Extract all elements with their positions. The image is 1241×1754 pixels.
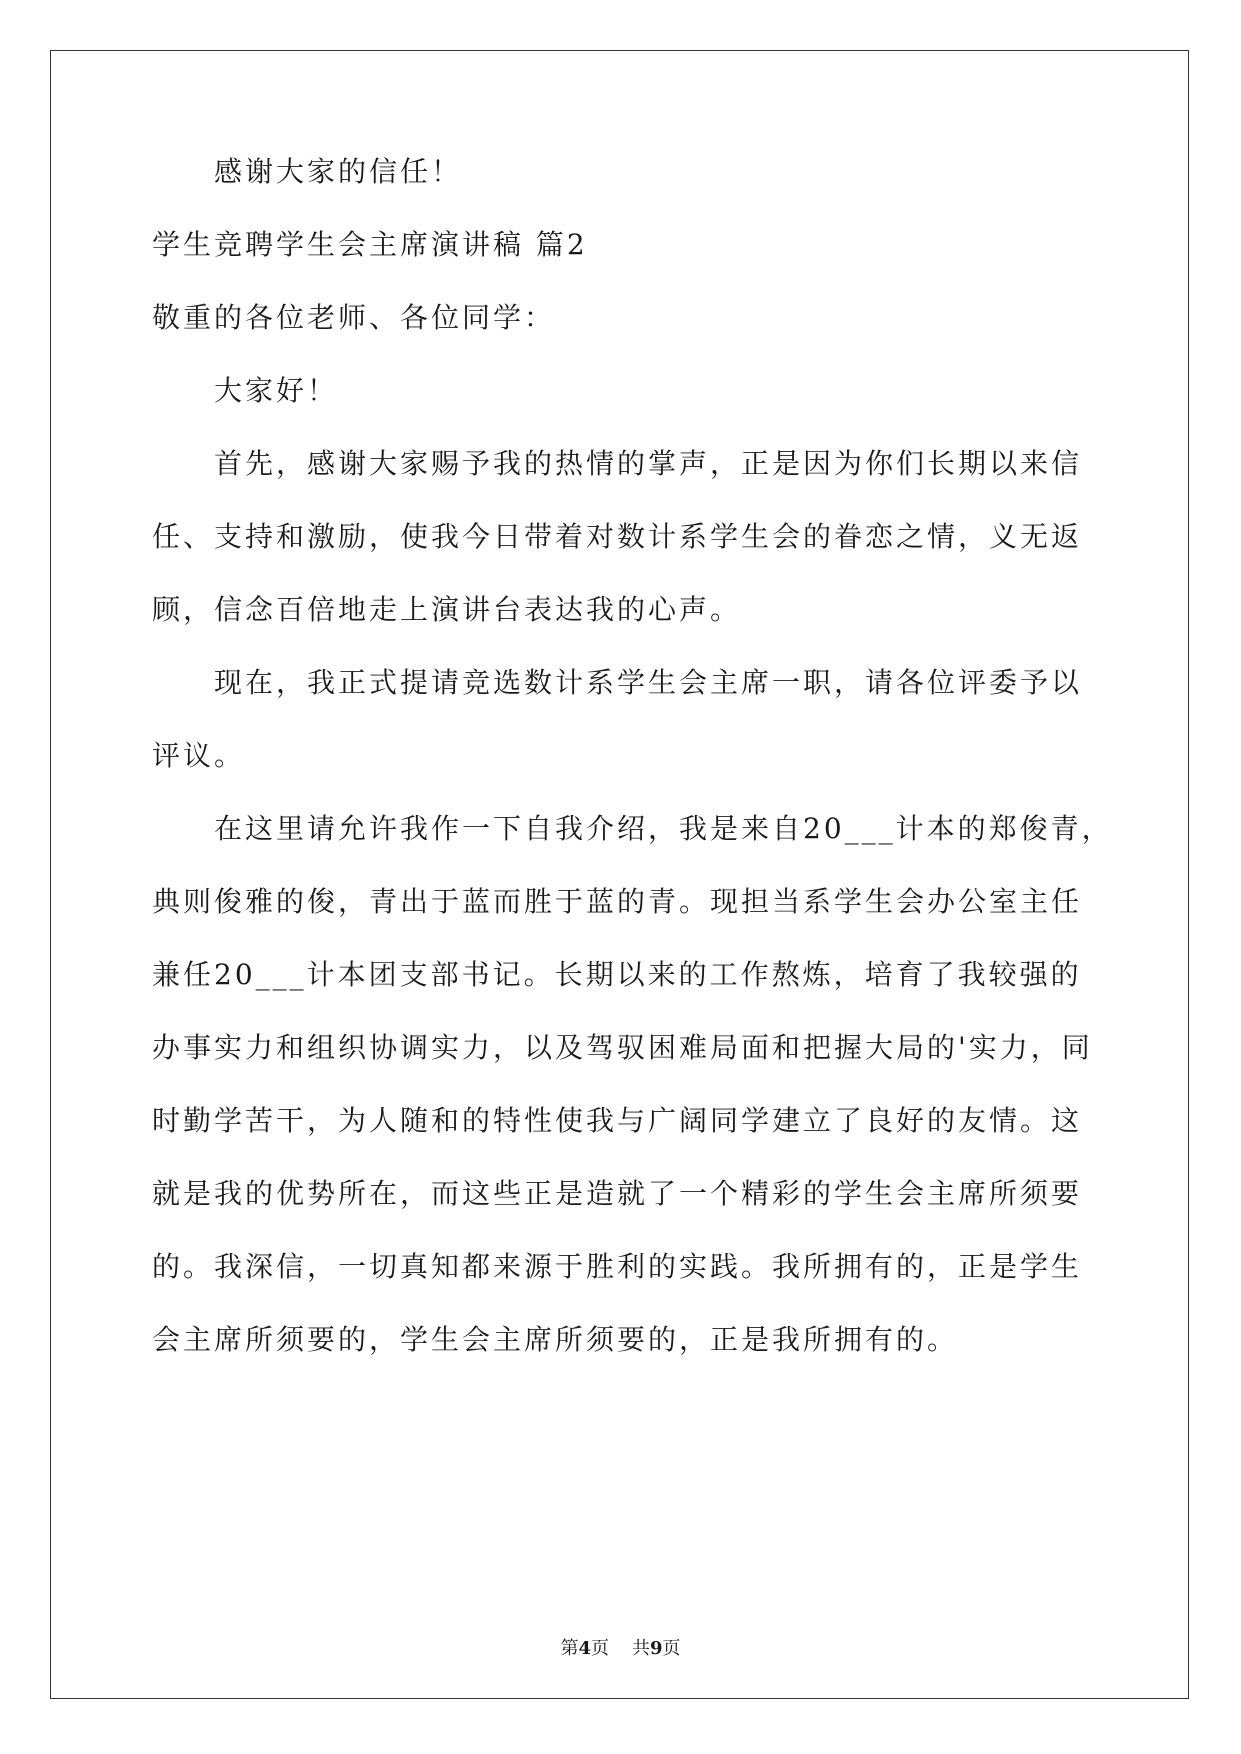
paragraph-line: 就是我的优势所在，而这些正是造就了一个精彩的学生会主席所须要 (152, 1177, 1083, 1210)
current-page: 4 (578, 1638, 592, 1659)
paragraph-line: 现在，我正式提请竞选数计系学生会主席一职，请各位评委予以 (214, 666, 1083, 699)
total-pages: 9 (649, 1638, 663, 1659)
paragraph-line: 的。我深信，一切真知都来源于胜利的实践。我所拥有的，正是学生 (152, 1250, 1083, 1283)
page-border (50, 50, 1189, 1699)
page-footer (0, 1637, 1241, 1661)
page-total (632, 1638, 681, 1659)
page-number (561, 1638, 610, 1659)
footer-total-suffix: 页 (662, 1638, 681, 1659)
closing-thanks-line: 感谢大家的信任！ (214, 155, 463, 188)
paragraph-line: 首先，感谢大家赐予我的热情的掌声，正是因为你们长期以来信 (214, 447, 1083, 480)
section-heading: 学生竞聘学生会主席演讲稿 篇2 (152, 228, 588, 261)
salutation: 敬重的各位老师、各位同学： (152, 301, 556, 334)
paragraph-line: 在这里请允许我作一下自我介绍，我是来自20___计本的郑俊青， (214, 812, 1113, 845)
greeting: 大家好！ (214, 374, 339, 407)
paragraph-line: 兼任20___计本团支部书记。长期以来的工作熬炼，培育了我较强的 (152, 958, 1082, 991)
paragraph-line: 典则俊雅的俊，青出于蓝而胜于蓝的青。现担当系学生会办公室主任 (152, 885, 1083, 918)
footer-page-suffix: 页 (591, 1638, 610, 1659)
footer-prefix: 第 (560, 1638, 579, 1659)
paragraph-line: 会主席所须要的，学生会主席所须要的，正是我所拥有的。 (152, 1323, 959, 1356)
paragraph-line: 任、支持和激励，使我今日带着对数计系学生会的眷恋之情，义无返 (152, 520, 1083, 553)
paragraph-line: 顾，信念百倍地走上演讲台表达我的心声。 (152, 593, 742, 626)
paragraph-line: 评议。 (152, 739, 246, 772)
paragraph-line: 时勤学苦干，为人随和的特性使我与广阔同学建立了良好的友情。这 (152, 1104, 1083, 1137)
footer-total-prefix: 共 (631, 1638, 650, 1659)
paragraph-line: 办事实力和组织协调实力，以及驾驭困难局面和把握大局的'实力，同 (152, 1031, 1093, 1064)
